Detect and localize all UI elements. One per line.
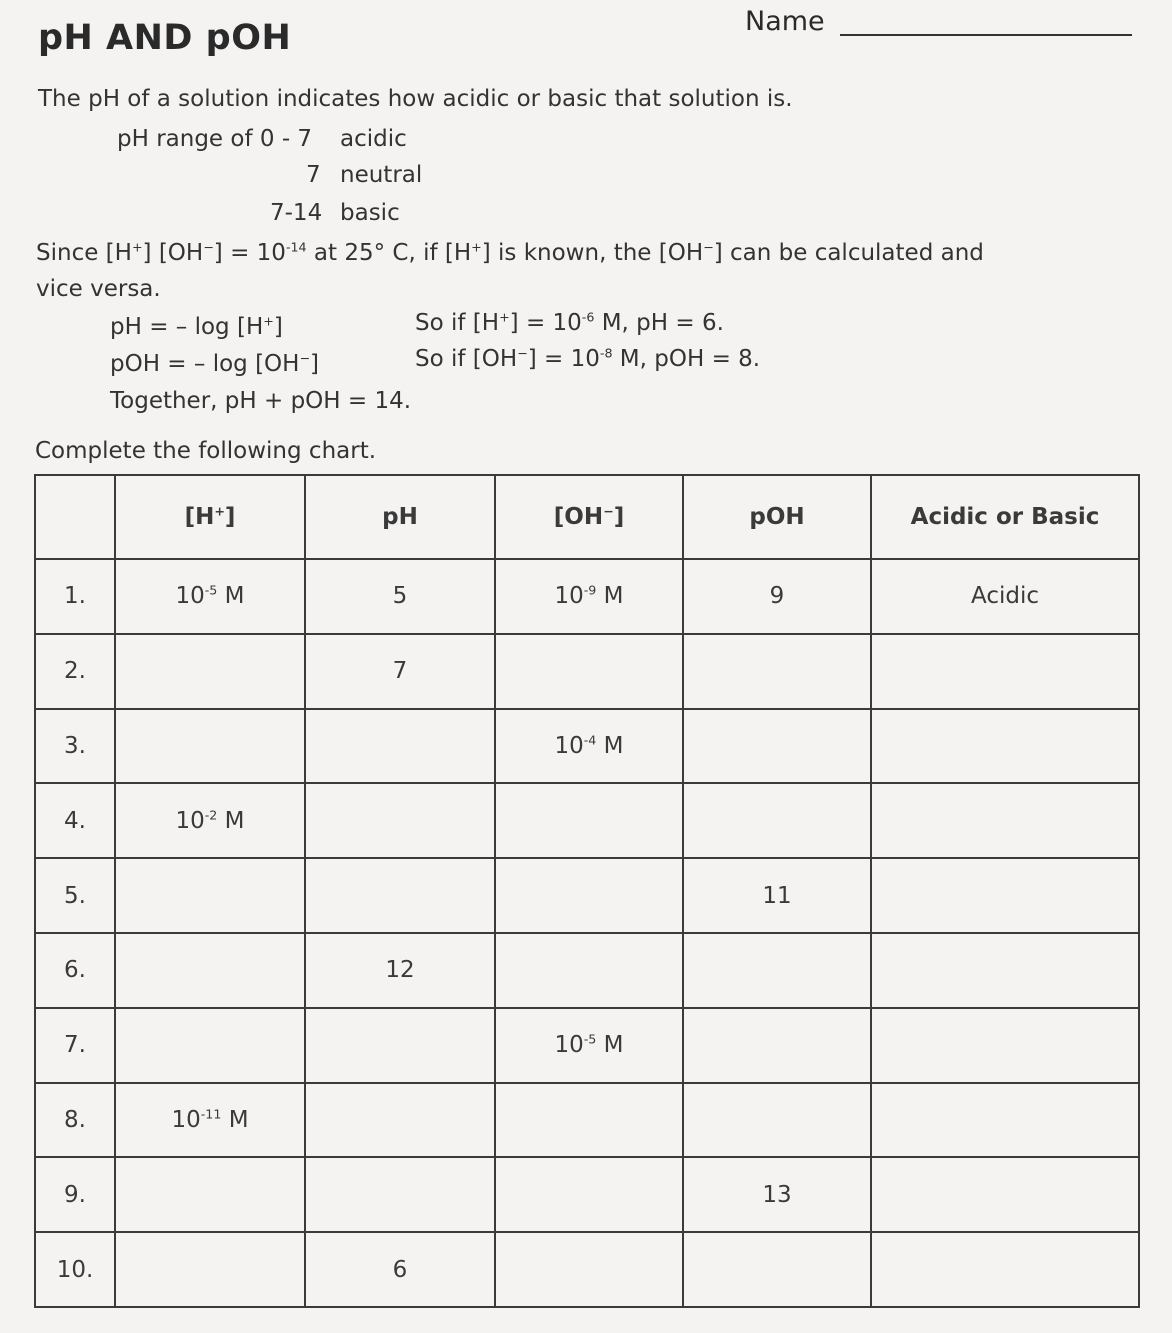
table-row xyxy=(35,1232,1139,1307)
cell-ph[interactable] xyxy=(305,1083,495,1158)
cell-acidic-or-basic[interactable] xyxy=(871,634,1139,709)
ph-definition: pH = – log [H+] xyxy=(110,313,283,340)
range-neutral-label: neutral xyxy=(340,162,423,188)
cell-h-concentration[interactable] xyxy=(115,634,305,709)
cell-oh-concentration[interactable] xyxy=(495,783,683,858)
header-poh: pOH xyxy=(683,475,871,559)
instructions: Complete the following chart. xyxy=(35,438,377,464)
cell-acidic-or-basic[interactable] xyxy=(871,783,1139,858)
row-number: 6. xyxy=(35,933,115,1008)
cell-h-concentration[interactable] xyxy=(115,933,305,1008)
page-title: pH AND pOH xyxy=(38,18,292,58)
cell-ph[interactable] xyxy=(305,783,495,858)
cell-oh-concentration[interactable] xyxy=(495,1157,683,1232)
row-number: 4. xyxy=(35,783,115,858)
cell-acidic-or-basic[interactable] xyxy=(871,1083,1139,1158)
row-number: 1. xyxy=(35,559,115,634)
cell-ph[interactable] xyxy=(305,1008,495,1083)
cell-ph[interactable] xyxy=(305,1157,495,1232)
cell-oh-concentration[interactable]: $10^{-5}$ M xyxy=(495,1008,683,1083)
name-label: Name xyxy=(745,6,825,37)
row-number: 5. xyxy=(35,858,115,933)
cell-oh-concentration[interactable] xyxy=(495,858,683,933)
row-number: 2. xyxy=(35,634,115,709)
header-acidic-or-basic: Acidic or Basic xyxy=(871,475,1139,559)
cell-acidic-or-basic[interactable]: Acidic xyxy=(871,559,1139,634)
cell-h-concentration[interactable]: $10^{-2}$ M xyxy=(115,783,305,858)
cell-acidic-or-basic[interactable] xyxy=(871,1232,1139,1307)
range-neutral-range: 7 xyxy=(306,162,321,188)
cell-ph[interactable]: 6 xyxy=(305,1232,495,1307)
cell-acidic-or-basic[interactable] xyxy=(871,933,1139,1008)
name-field-line[interactable] xyxy=(840,34,1132,36)
cell-oh-concentration[interactable] xyxy=(495,933,683,1008)
header-ph: pH xyxy=(305,475,495,559)
cell-poh[interactable]: 9 xyxy=(683,559,871,634)
cell-ph[interactable]: 12 xyxy=(305,933,495,1008)
ph-example: So if $[H^+] = 10^{-6}$ M, pH = 6. xyxy=(415,309,724,336)
cell-h-concentration[interactable] xyxy=(115,1232,305,1307)
cell-oh-concentration[interactable] xyxy=(495,1083,683,1158)
cell-acidic-or-basic[interactable] xyxy=(871,1157,1139,1232)
cell-poh[interactable] xyxy=(683,709,871,784)
cell-poh[interactable]: 11 xyxy=(683,858,871,933)
cell-acidic-or-basic[interactable] xyxy=(871,1008,1139,1083)
cell-h-concentration[interactable]: $10^{-5}$ M xyxy=(115,559,305,634)
row-number: 10. xyxy=(35,1232,115,1307)
table-row xyxy=(35,933,1139,1008)
intro-text: The pH of a solution indicates how acidic or basic that solution is. xyxy=(38,86,793,112)
cell-h-concentration[interactable] xyxy=(115,858,305,933)
table-row xyxy=(35,1157,1139,1232)
ph-chart-table xyxy=(34,474,1140,1308)
cell-poh[interactable] xyxy=(683,634,871,709)
since-sentence-line2: vice versa. xyxy=(36,276,161,302)
cell-oh-concentration[interactable] xyxy=(495,634,683,709)
table-row xyxy=(35,709,1139,784)
since-sentence: Since [H+] $[OH^-] = 10^{-14}$ at 25° C, if [H+] is known, the [OH−] can be calculated and xyxy=(36,239,984,266)
table-row xyxy=(35,1008,1139,1083)
header-h-concentration: [H+] xyxy=(115,475,305,559)
cell-h-concentration[interactable] xyxy=(115,1157,305,1232)
cell-acidic-or-basic[interactable] xyxy=(871,709,1139,784)
cell-ph[interactable] xyxy=(305,858,495,933)
cell-poh[interactable]: 13 xyxy=(683,1157,871,1232)
table-header-row xyxy=(35,475,1139,559)
table-row xyxy=(35,1083,1139,1158)
row-number: 7. xyxy=(35,1008,115,1083)
cell-poh[interactable] xyxy=(683,933,871,1008)
header-oh-concentration: [OH−] xyxy=(495,475,683,559)
range-acidic-range: pH range of 0 - 7 xyxy=(117,126,313,152)
table-row xyxy=(35,634,1139,709)
cell-oh-concentration[interactable]: $10^{-4}$ M xyxy=(495,709,683,784)
row-number: 8. xyxy=(35,1083,115,1158)
poh-example: So if $[OH^-] = 10^{-8}$ M, pOH = 8. xyxy=(415,345,761,372)
range-basic-range: 7-14 xyxy=(270,200,323,226)
row-number: 3. xyxy=(35,709,115,784)
cell-h-concentration[interactable] xyxy=(115,709,305,784)
cell-h-concentration[interactable] xyxy=(115,1008,305,1083)
cell-ph[interactable] xyxy=(305,709,495,784)
cell-acidic-or-basic[interactable] xyxy=(871,858,1139,933)
range-basic-label: basic xyxy=(340,200,400,226)
poh-definition: pOH = – log [OH−] xyxy=(110,350,320,377)
cell-poh[interactable] xyxy=(683,1232,871,1307)
table-row xyxy=(35,559,1139,634)
cell-poh[interactable] xyxy=(683,1008,871,1083)
cell-oh-concentration[interactable]: $10^{-9}$ M xyxy=(495,559,683,634)
cell-ph[interactable]: 7 xyxy=(305,634,495,709)
cell-h-concentration[interactable]: $10^{-11}$ M xyxy=(115,1083,305,1158)
table-row xyxy=(35,783,1139,858)
cell-ph[interactable]: 5 xyxy=(305,559,495,634)
together-formula: Together, pH + pOH = 14. xyxy=(110,388,412,414)
cell-poh[interactable] xyxy=(683,1083,871,1158)
cell-oh-concentration[interactable] xyxy=(495,1232,683,1307)
cell-poh[interactable] xyxy=(683,783,871,858)
table-row xyxy=(35,858,1139,933)
range-acidic-label: acidic xyxy=(340,126,407,152)
header-number xyxy=(35,475,115,559)
row-number: 9. xyxy=(35,1157,115,1232)
